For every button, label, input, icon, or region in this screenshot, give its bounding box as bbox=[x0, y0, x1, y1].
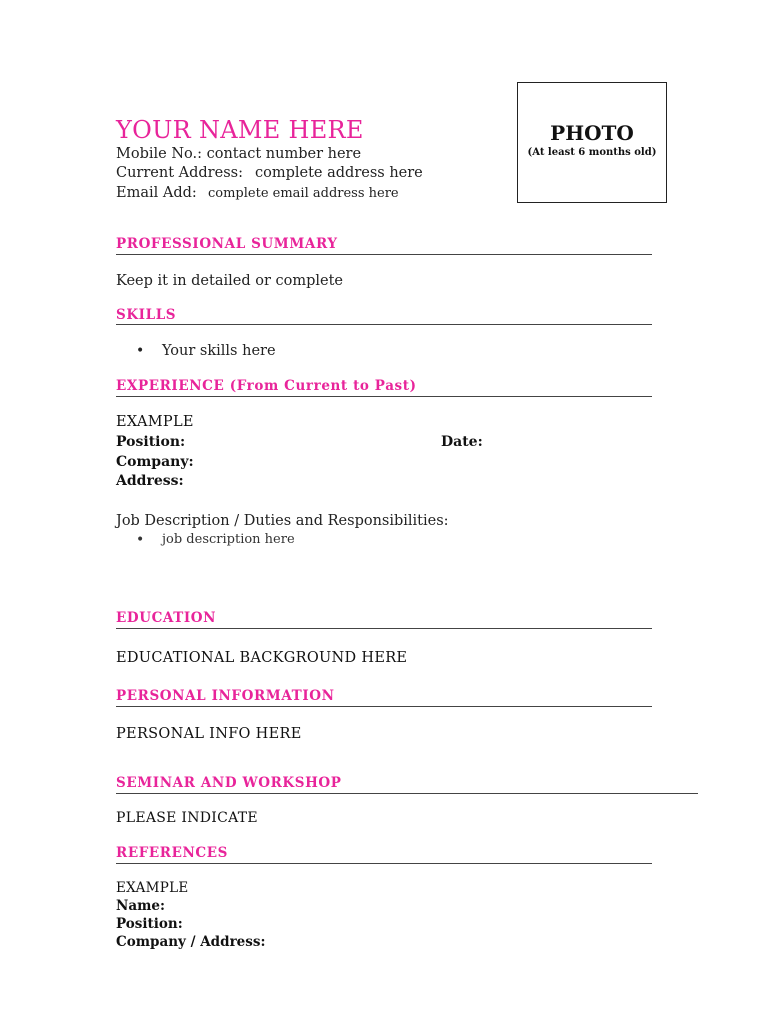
experience-example-label: EXAMPLE bbox=[116, 414, 194, 430]
section-title-seminar: SEMINAR AND WORKSHOP bbox=[116, 775, 342, 791]
email-value: complete email address here bbox=[208, 186, 399, 201]
section-rule-education bbox=[116, 628, 652, 629]
mobile-line bbox=[116, 146, 361, 162]
education-text: EDUCATIONAL BACKGROUND HERE bbox=[116, 650, 408, 666]
section-rule-seminar bbox=[116, 793, 698, 794]
seminar-text: PLEASE INDICATE bbox=[116, 810, 258, 826]
section-title-summary: PROFESSIONAL SUMMARY bbox=[116, 236, 338, 252]
section-title-references: REFERENCES bbox=[116, 845, 229, 861]
mobile-value: contact number here bbox=[206, 146, 362, 162]
mobile-label: Mobile No.: bbox=[116, 146, 202, 162]
section-rule-skills bbox=[116, 324, 652, 325]
section-rule-references bbox=[116, 863, 652, 864]
photo-title: PHOTO bbox=[550, 121, 634, 145]
references-position-label: Position: bbox=[116, 916, 183, 932]
address-label: Current Address: bbox=[116, 165, 243, 181]
section-rule-personal bbox=[116, 706, 652, 707]
experience-date-label: Date: bbox=[441, 434, 483, 450]
section-title-experience: EXPERIENCE (From Current to Past) bbox=[116, 378, 417, 394]
references-name-label: Name: bbox=[116, 898, 165, 914]
references-example-label: EXAMPLE bbox=[116, 880, 189, 896]
section-title-education: EDUCATION bbox=[116, 610, 217, 626]
section-rule-summary bbox=[116, 254, 652, 255]
experience-duties-label: Job Description / Duties and Responsibilities: bbox=[116, 513, 449, 529]
personal-text: PERSONAL INFO HERE bbox=[116, 726, 302, 742]
experience-company-label: Company: bbox=[116, 454, 194, 470]
email-label: Email Add: bbox=[116, 185, 197, 201]
photo-subtitle: (At least 6 months old) bbox=[527, 147, 657, 158]
summary-text: Keep it in detailed or complete bbox=[116, 273, 344, 289]
address-line bbox=[116, 165, 243, 181]
experience-duty-item: • job description here bbox=[162, 532, 295, 547]
section-title-skills: SKILLS bbox=[116, 307, 177, 323]
address-value: complete address here bbox=[255, 165, 423, 181]
skill-item: • Your skills here bbox=[162, 343, 276, 359]
section-title-personal: PERSONAL INFORMATION bbox=[116, 688, 335, 704]
references-company-label: Company / Address: bbox=[116, 934, 266, 950]
resume-name: YOUR NAME HERE bbox=[116, 116, 364, 144]
photo-placeholder bbox=[517, 82, 667, 203]
experience-position-label: Position: bbox=[116, 434, 186, 450]
section-rule-experience bbox=[116, 396, 652, 397]
experience-address-label: Address: bbox=[116, 473, 184, 489]
